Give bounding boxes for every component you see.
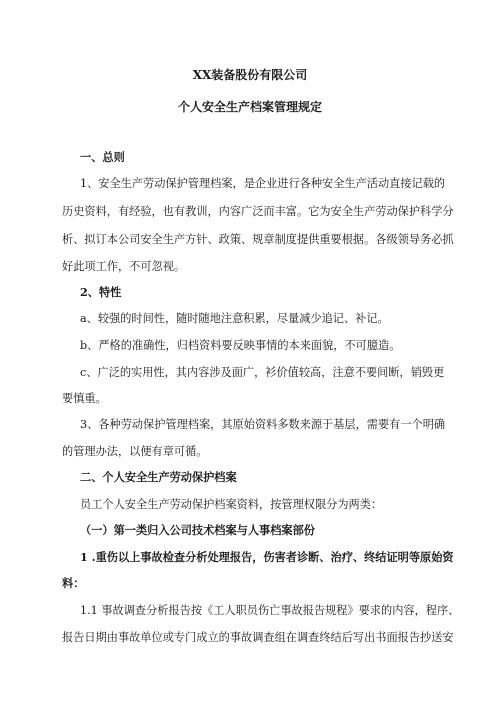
- section-heading-general: 一、总则: [80, 150, 125, 164]
- list-item: c、广泛的实用性，其内容涉及面广，衫价值较高，注意不要间断，销毁更: [80, 366, 445, 379]
- paragraph-line: 1、安全生产劳动保护管理档案，是企业进行各种安全生产活动直接记载的: [80, 177, 446, 190]
- company-name: XX装备股份有限公司: [192, 68, 308, 82]
- paragraph-line: 料：: [62, 576, 85, 590]
- paragraph-line: 报告日期由事故单位或专门成立的事故调查组在调查终结后写出书面报告抄送安: [62, 631, 454, 644]
- section-heading-features: 2、特性: [80, 285, 122, 299]
- document-title: 个人安全生产档案管理规定: [177, 100, 322, 114]
- list-item: 1 .重伤以上事故检查分析处理报告，伤害者诊断、治疗、终结证明等原始资: [80, 550, 454, 564]
- paragraph-line: 的管理办法，以便有章可循。: [62, 445, 208, 458]
- paragraph-line: 要慎重。: [62, 392, 107, 405]
- section-heading-personal-archive: 二、个人安全生产劳动保护档案: [80, 470, 237, 484]
- paragraph-line: 3、各种劳动保护管理档案，其原始资料多数来源于基层，需要有一个明确: [80, 418, 446, 431]
- paragraph-line: 析、拟订本公司安全生产方针、政策、规章制度提供重要根据。各级领导务必抓: [62, 233, 454, 246]
- paragraph-line: 好此项工作，不可忽视。: [62, 260, 186, 273]
- list-item: a、较强的时间性，随时随地注意积累，尽量减少追记、补记。: [80, 312, 389, 325]
- list-item: b、严格的准确性，归档资料要反映事情的本来面貌，不可臆造。: [80, 339, 401, 352]
- paragraph-line: 历史资料，有经验，也有教训，内容广泛而丰富。它为安全生产劳动保护科学分: [62, 205, 454, 218]
- subsection-heading: （一）第一类归入公司技术档案与人事档案部份: [80, 523, 315, 537]
- list-item: 1.1 事故调查分析报告按《工人职员伤亡事故报告规程》要求的内容，程序、: [80, 604, 460, 617]
- paragraph-line: 员工个人安全生产劳动保护档案资料，按管理权限分为两类：: [80, 498, 383, 511]
